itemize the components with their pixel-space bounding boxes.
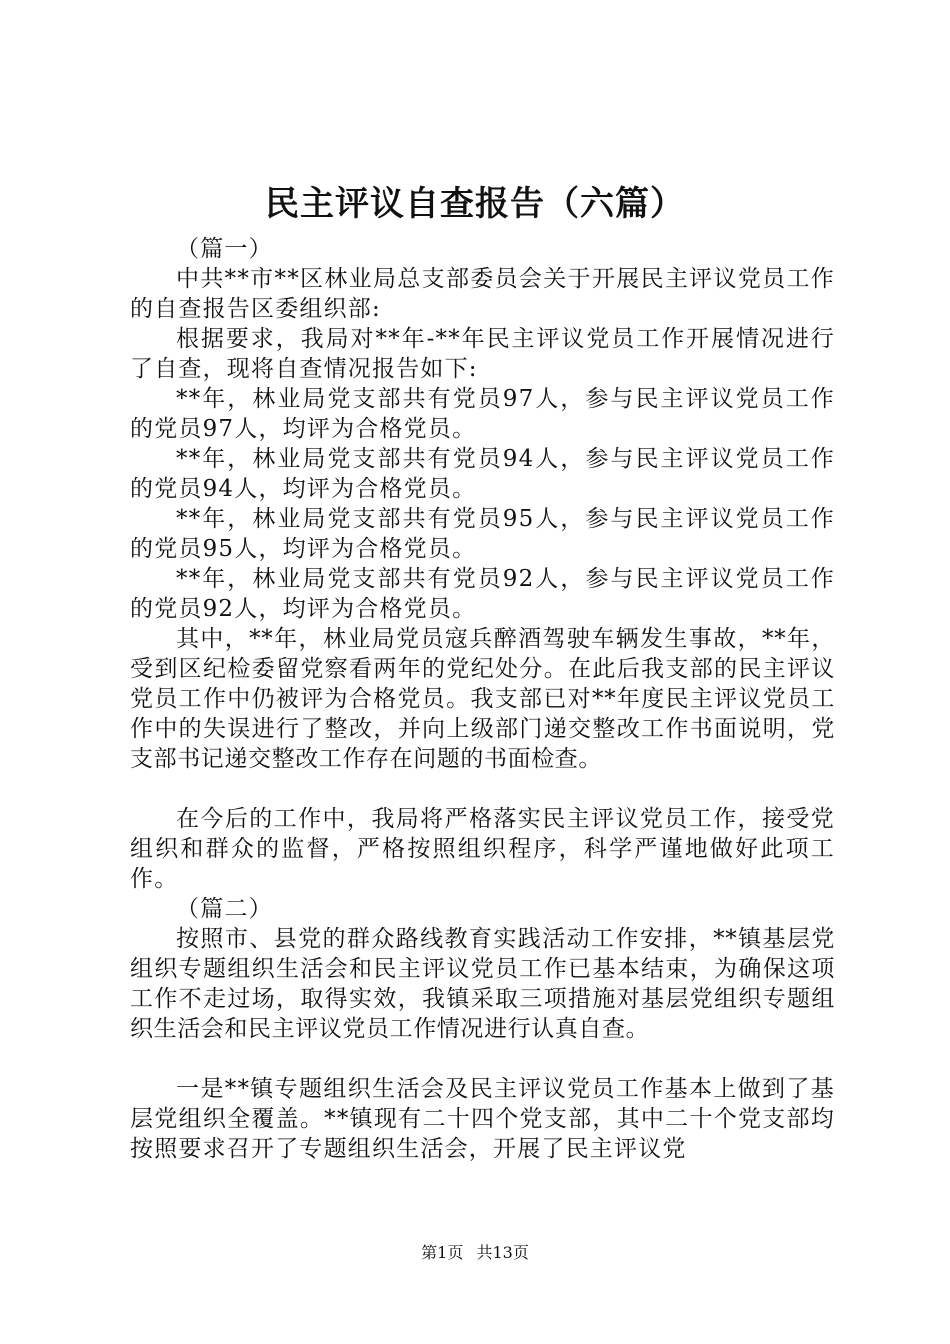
page-number: 第1页: [421, 1243, 464, 1262]
document-title: 民主评议自查报告（六篇）: [265, 184, 685, 224]
paragraph: **年，林业局党支部共有党员97人，参与民主评议党员工作的党员97人，均评为合格党员。: [130, 386, 835, 442]
paragraph: 在今后的工作中，我局将严格落实民主评议党员工作，接受党组织和群众的监督，严格按照组织程序，科学严谨地做好此项工作。: [130, 806, 835, 892]
paragraph: 按照市、县党的群众路线教育实践活动工作安排，**镇基层党组织专题组织生活会和民主评议党员工作已基本结束，为确保这项工作不走过场，取得实效，我镇采取三项措施对基层党组织专题组织生活会和民主评议党员工作情况进行认真自查。: [130, 926, 835, 1042]
section-heading-1: （篇一）: [176, 236, 273, 262]
paragraph: **年，林业局党支部共有党员92人，参与民主评议党员工作的党员92人，均评为合格党员。: [130, 566, 835, 622]
page-total: 共13页: [476, 1243, 529, 1262]
paragraph: 其中，**年，林业局党员寇兵醉酒驾驶车辆发生事故，**年，受到区纪检委留党察看两年的党纪处分。在此后我支部的民主评议党员工作中仍被评为合格党员。我支部已对**年度民主评议党员工作中的失误进行了整改，并向上级部门递交整改工作书面说明，党支部书记递交整改工作存在问题的书面检查。: [130, 626, 835, 772]
document-body: [130, 234, 835, 1164]
paragraph: 中共**市**区林业局总支部委员会关于开展民主评议党员工作的自查报告区委组织部:: [130, 266, 835, 322]
section-heading-2: （篇二）: [176, 896, 273, 922]
page-footer: [0, 1243, 950, 1263]
paragraph: 根据要求，我局对**年-**年民主评议党员工作开展情况进行了自查，现将自查情况报告如下:: [130, 326, 835, 382]
paragraph: **年，林业局党支部共有党员94人，参与民主评议党员工作的党员94人，均评为合格党员。: [130, 446, 835, 502]
paragraph: **年，林业局党支部共有党员95人，参与民主评议党员工作的党员95人，均评为合格党员。: [130, 506, 835, 562]
paragraph: 一是**镇专题组织生活会及民主评议党员工作基本上做到了基层党组织全覆盖。**镇现有二十四个党支部，其中二十个党支部均按照要求召开了专题组织生活会，开展了民主评议党: [130, 1076, 835, 1162]
